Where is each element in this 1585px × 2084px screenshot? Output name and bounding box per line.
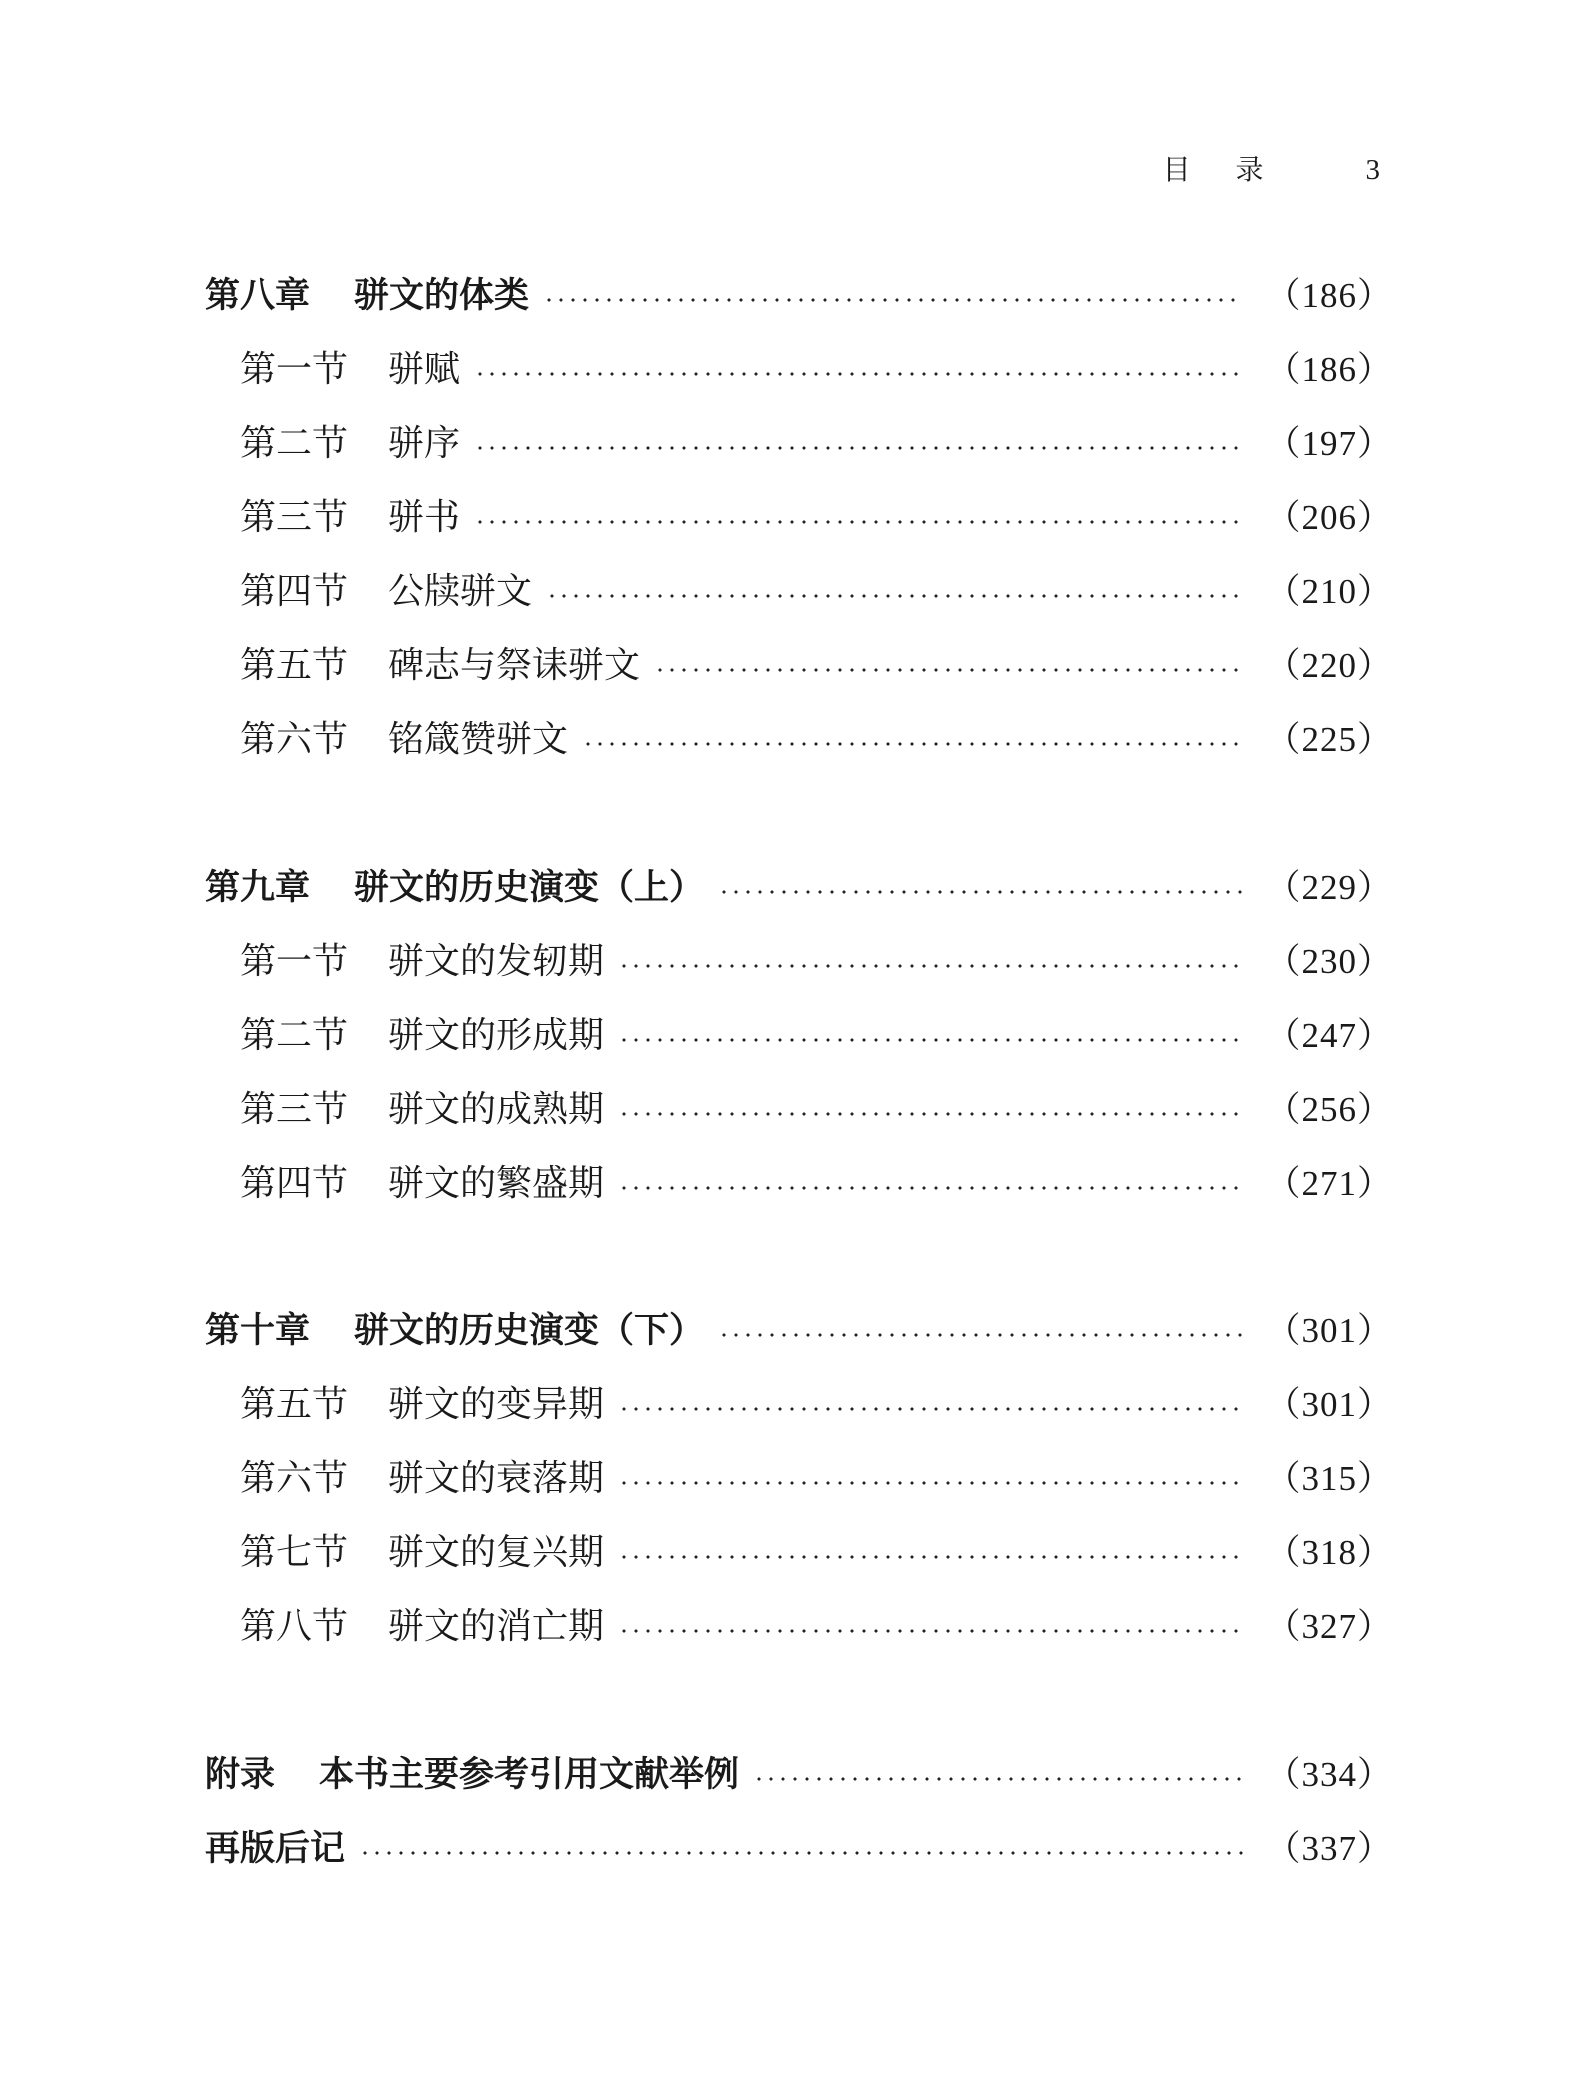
dot-leader bbox=[618, 1480, 1243, 1486]
dot-leader bbox=[474, 371, 1243, 377]
toc-section[interactable] bbox=[240, 1086, 1393, 1134]
section-page: （247） bbox=[1265, 1016, 1393, 1055]
running-head-title: 目 录 bbox=[1162, 153, 1282, 186]
chapter-page: （229） bbox=[1265, 868, 1393, 907]
section-page: （220） bbox=[1265, 646, 1393, 685]
toc-section[interactable] bbox=[240, 642, 1393, 690]
section-title: 骈文的发轫期 bbox=[388, 941, 605, 982]
section-title: 骈赋 bbox=[388, 349, 461, 390]
section-page: （301） bbox=[1265, 1385, 1393, 1424]
section-page: （315） bbox=[1265, 1459, 1393, 1498]
dot-leader bbox=[618, 963, 1243, 969]
appendix-label: 附录 bbox=[205, 1755, 276, 1795]
toc-section[interactable] bbox=[240, 1381, 1393, 1429]
toc-chapter-9[interactable] bbox=[205, 864, 1393, 912]
section-page: （327） bbox=[1265, 1607, 1393, 1646]
toc-chapter-8[interactable] bbox=[205, 272, 1393, 320]
dot-leader bbox=[718, 889, 1243, 895]
dot-leader bbox=[546, 593, 1243, 599]
appendix-title: 本书主要参考引用文献举例 bbox=[319, 1755, 740, 1795]
toc-section[interactable] bbox=[240, 1160, 1393, 1208]
toc-section[interactable] bbox=[240, 346, 1393, 394]
section-number: 第三节 bbox=[240, 497, 349, 538]
toc-section[interactable] bbox=[240, 420, 1393, 468]
toc-section[interactable] bbox=[240, 1455, 1393, 1503]
section-page: （271） bbox=[1265, 1164, 1393, 1203]
section-number: 第七节 bbox=[240, 1532, 349, 1573]
section-page: （186） bbox=[1265, 350, 1393, 389]
dot-leader bbox=[543, 297, 1243, 303]
toc-section[interactable] bbox=[240, 494, 1393, 542]
dot-leader bbox=[753, 1776, 1243, 1782]
chapter-number: 第十章 bbox=[205, 1311, 311, 1351]
dot-leader bbox=[474, 445, 1243, 451]
section-page: （318） bbox=[1265, 1533, 1393, 1572]
section-page: （197） bbox=[1265, 424, 1393, 463]
section-page: （210） bbox=[1265, 572, 1393, 611]
dot-leader bbox=[654, 667, 1243, 673]
section-title: 骈序 bbox=[388, 423, 461, 464]
toc-chapter-10[interactable] bbox=[205, 1307, 1393, 1355]
chapter-heading bbox=[205, 272, 529, 320]
section-number: 第四节 bbox=[240, 1163, 349, 1204]
dot-leader bbox=[718, 1332, 1243, 1338]
chapter-number: 第九章 bbox=[205, 868, 311, 908]
appendix-page: （334） bbox=[1265, 1755, 1393, 1794]
section-page: （230） bbox=[1265, 942, 1393, 981]
dot-leader bbox=[359, 1850, 1243, 1856]
appendix-heading bbox=[205, 1751, 739, 1799]
toc-section[interactable] bbox=[240, 568, 1393, 616]
section-number: 第三节 bbox=[240, 1089, 349, 1130]
toc-section[interactable] bbox=[240, 1529, 1393, 1577]
toc-section[interactable] bbox=[240, 716, 1393, 764]
dot-leader bbox=[618, 1406, 1243, 1412]
chapter-heading bbox=[205, 864, 704, 912]
section-number: 第八节 bbox=[240, 1606, 349, 1647]
section-page: （225） bbox=[1265, 720, 1393, 759]
section-title: 碑志与祭诔骈文 bbox=[388, 645, 641, 686]
section-number: 第二节 bbox=[240, 423, 349, 464]
section-page: （256） bbox=[1265, 1090, 1393, 1129]
section-title: 骈文的繁盛期 bbox=[388, 1163, 605, 1204]
toc-section[interactable] bbox=[240, 938, 1393, 986]
section-page: （206） bbox=[1265, 498, 1393, 537]
chapter-title: 骈文的历史演变（上） bbox=[354, 868, 705, 908]
section-title: 骈文的形成期 bbox=[388, 1015, 605, 1056]
section-title: 骈文的衰落期 bbox=[388, 1458, 605, 1499]
dot-leader bbox=[618, 1037, 1243, 1043]
section-number: 第五节 bbox=[240, 1384, 349, 1425]
chapter-page: （186） bbox=[1265, 276, 1393, 315]
section-number: 第六节 bbox=[240, 1458, 349, 1499]
section-title: 骈文的变异期 bbox=[388, 1384, 605, 1425]
afterword-page: （337） bbox=[1265, 1829, 1393, 1868]
toc-section[interactable] bbox=[240, 1012, 1393, 1060]
toc-appendix[interactable] bbox=[205, 1751, 1393, 1799]
section-number: 第四节 bbox=[240, 571, 349, 612]
chapter-heading bbox=[205, 1307, 704, 1355]
toc-afterword[interactable] bbox=[205, 1825, 1393, 1873]
dot-leader bbox=[618, 1185, 1243, 1191]
section-title: 骈文的成熟期 bbox=[388, 1089, 605, 1130]
section-title: 骈文的复兴期 bbox=[388, 1532, 605, 1573]
section-title: 铭箴赞骈文 bbox=[388, 719, 569, 760]
section-number: 第五节 bbox=[240, 645, 349, 686]
chapter-number: 第八章 bbox=[205, 276, 311, 316]
chapter-title: 骈文的体类 bbox=[354, 276, 530, 316]
section-title: 骈文的消亡期 bbox=[388, 1606, 605, 1647]
dot-leader bbox=[618, 1554, 1243, 1560]
dot-leader bbox=[618, 1111, 1243, 1117]
dot-leader bbox=[474, 519, 1243, 525]
chapter-page: （301） bbox=[1265, 1311, 1393, 1350]
section-number: 第二节 bbox=[240, 1015, 349, 1056]
section-number: 第六节 bbox=[240, 719, 349, 760]
section-number: 第一节 bbox=[240, 941, 349, 982]
section-title: 骈书 bbox=[388, 497, 461, 538]
dot-leader bbox=[582, 741, 1243, 747]
page-number: 3 bbox=[1365, 154, 1380, 186]
toc-section[interactable] bbox=[240, 1603, 1393, 1651]
section-title: 公牍骈文 bbox=[388, 571, 533, 612]
chapter-title: 骈文的历史演变（下） bbox=[354, 1311, 705, 1351]
dot-leader bbox=[618, 1628, 1243, 1634]
section-number: 第一节 bbox=[240, 349, 349, 390]
afterword-title: 再版后记 bbox=[205, 1829, 346, 1869]
